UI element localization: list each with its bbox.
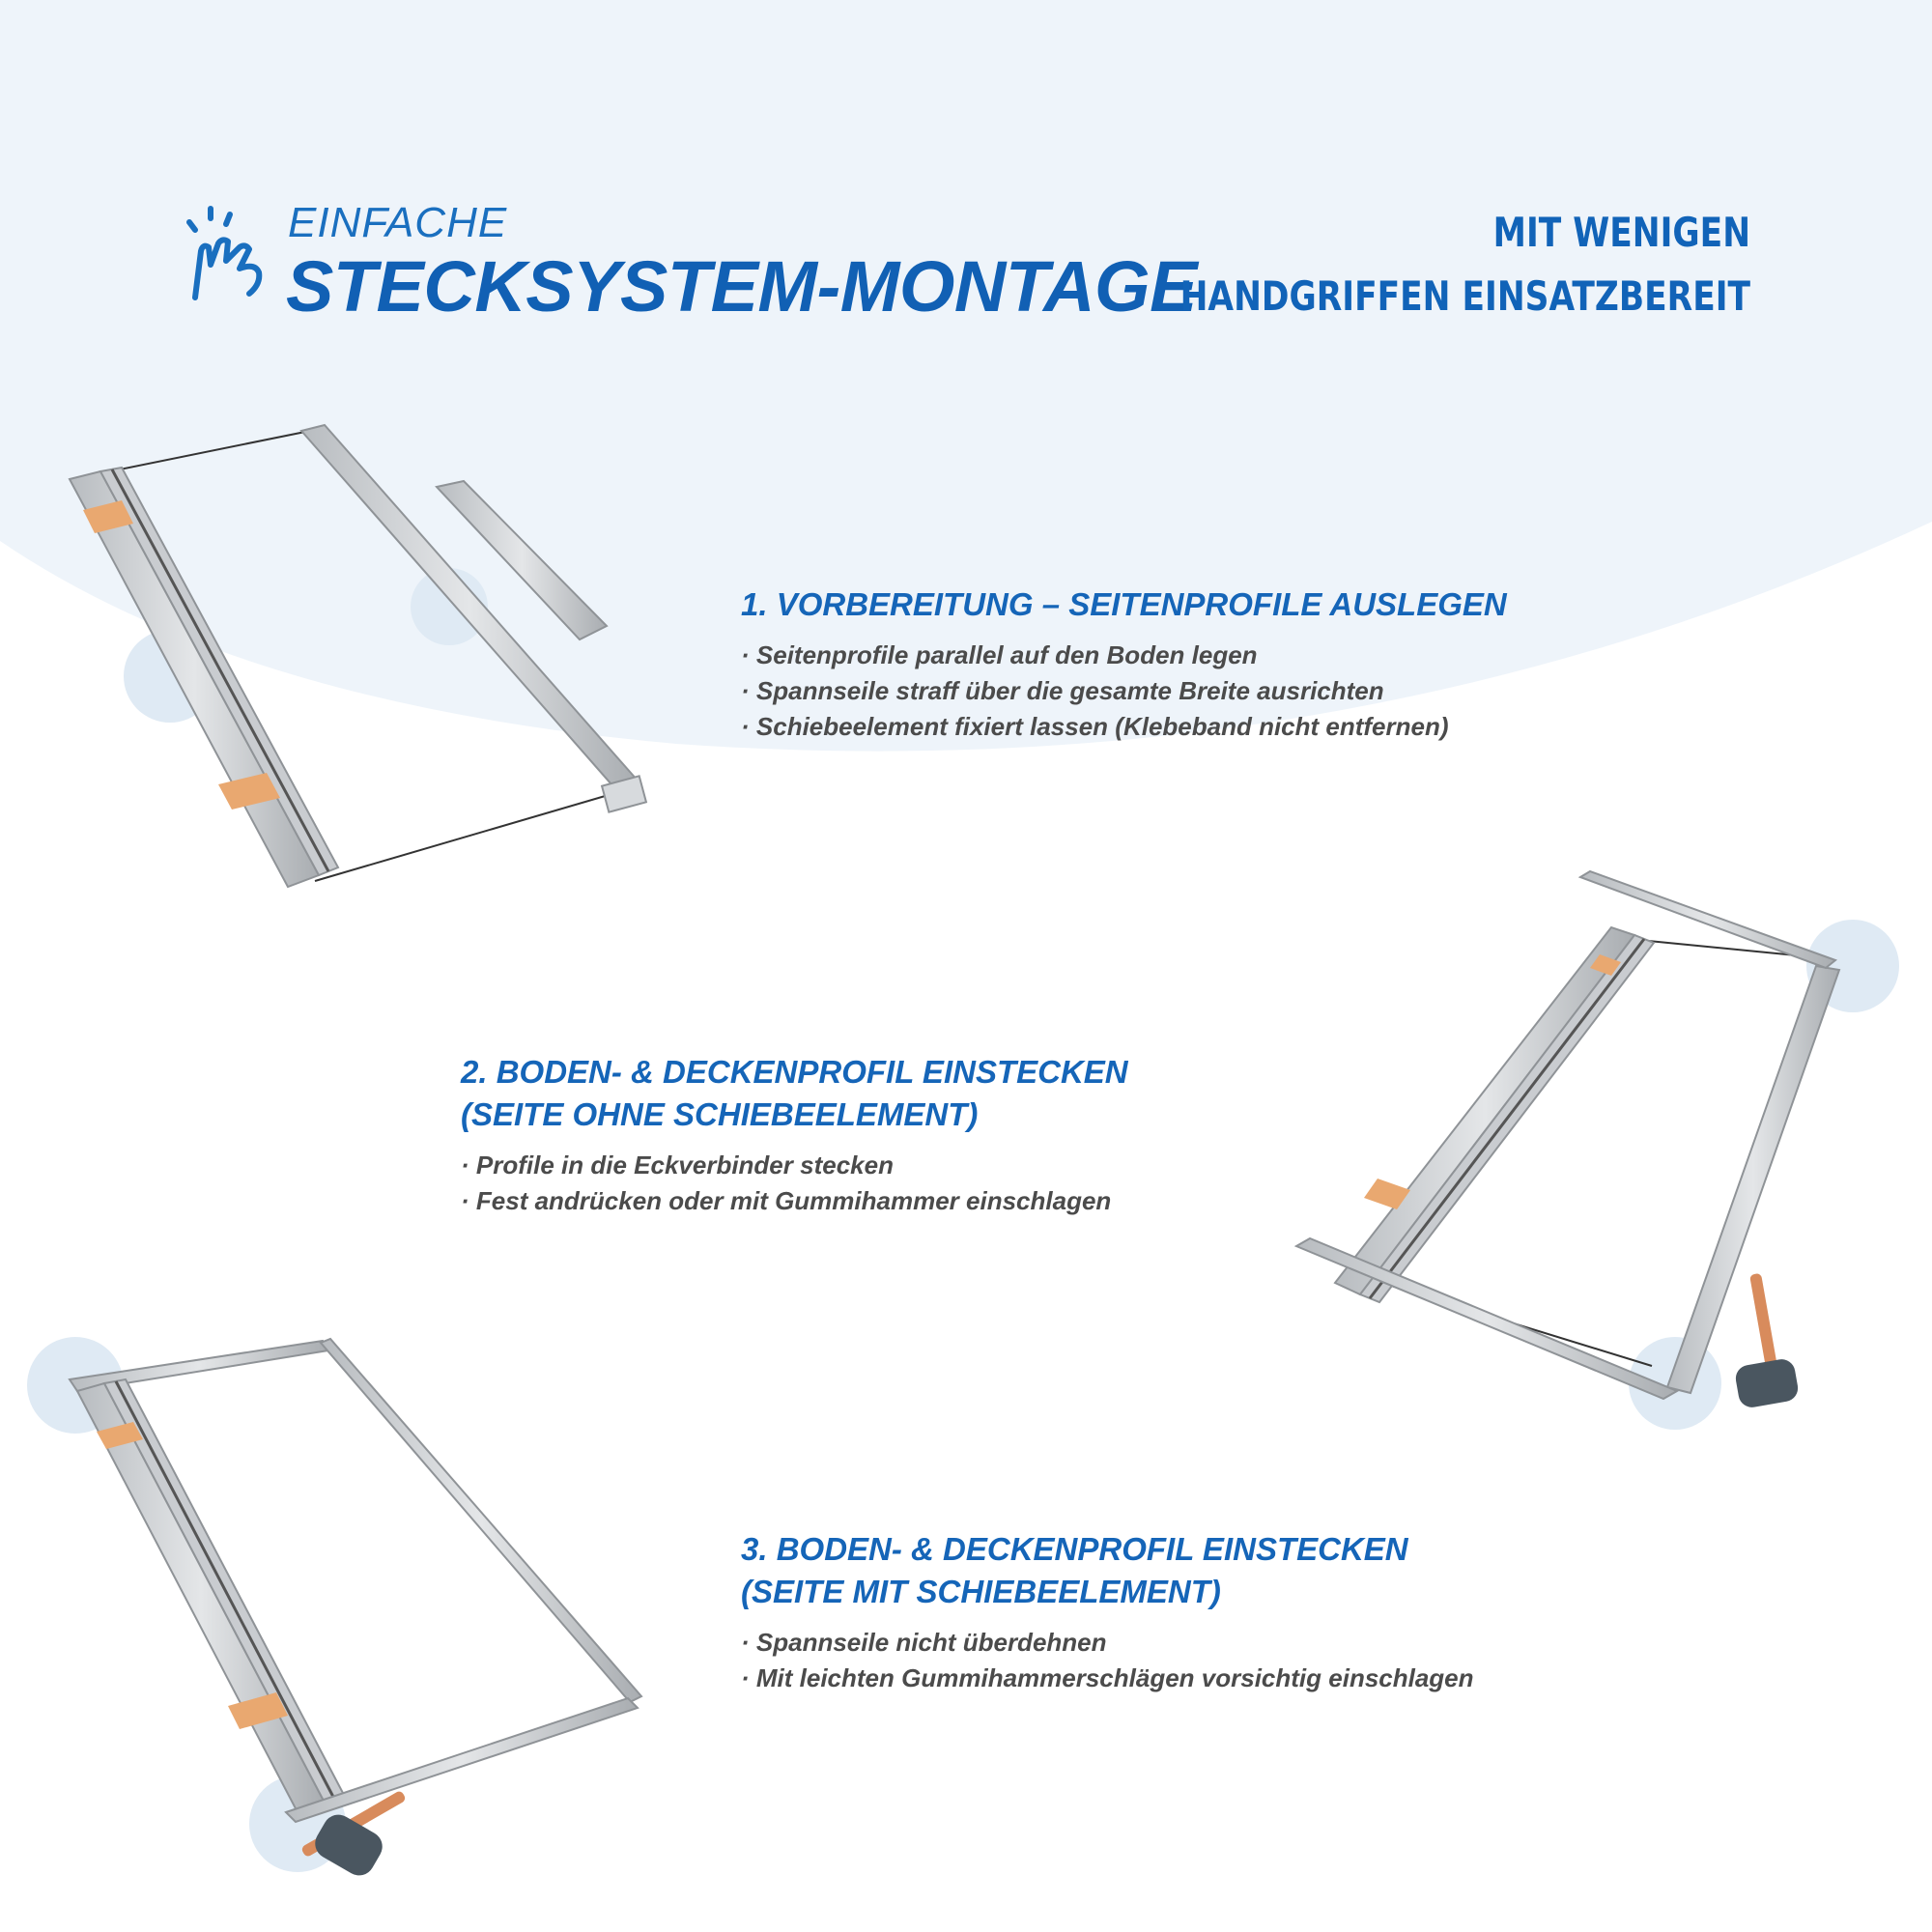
step3-illustration [27, 1337, 641, 1881]
title-small: EINFACHE [288, 199, 508, 246]
step-2-title-line-1: 2. BODEN- & DECKENPROFIL EINSTECKEN [461, 1054, 1128, 1090]
step-2-title [461, 1051, 1128, 1136]
step-3-bullets [741, 1625, 1474, 1696]
step-2-bullet: · Profile in die Eckverbinder stecken [461, 1148, 1128, 1183]
step-3-bullet: · Mit leichten Gummihammerschlägen vorsichtig einschlagen [741, 1661, 1474, 1696]
step-3-title-line-1: 3. BODEN- & DECKENPROFIL EINSTECKEN [741, 1531, 1408, 1567]
step-3 [741, 1528, 1474, 1696]
step-1-bullet: · Spannseile straff über die gesamte Breite ausrichten [741, 673, 1507, 709]
page-title: STECKSYSTEM-MONTAGE [286, 246, 1197, 327]
step-2-title-line-2: (SEITE OHNE SCHIEBEELEMENT) [461, 1096, 979, 1132]
step1-illustration [70, 425, 646, 887]
step2-illustration [1296, 871, 1899, 1430]
step-2 [461, 1051, 1128, 1219]
step-2-bullet: · Fest andrücken oder mit Gummihammer einschlagen [461, 1183, 1128, 1219]
step-1-bullets [741, 638, 1507, 745]
step-2-bullets [461, 1148, 1128, 1219]
step-1-bullet: · Seitenprofile parallel auf den Boden legen [741, 638, 1507, 673]
step-3-title [741, 1528, 1474, 1613]
step-1-title: 1. VORBEREITUNG – SEITENPROFILE AUSLEGEN [741, 586, 1507, 622]
tagline-line-1: MIT WENIGEN [1492, 209, 1750, 256]
step-3-bullet: · Spannseile nicht überdehnen [741, 1625, 1474, 1661]
step-1 [741, 583, 1507, 745]
tagline-line-2: HANDGRIFFEN EINSATZBEREIT [1179, 272, 1750, 320]
step-3-title-line-2: (SEITE MIT SCHIEBEELEMENT) [741, 1574, 1221, 1609]
step-1-bullet: · Schiebeelement fixiert lassen (Klebeband nicht entfernen) [741, 709, 1507, 745]
